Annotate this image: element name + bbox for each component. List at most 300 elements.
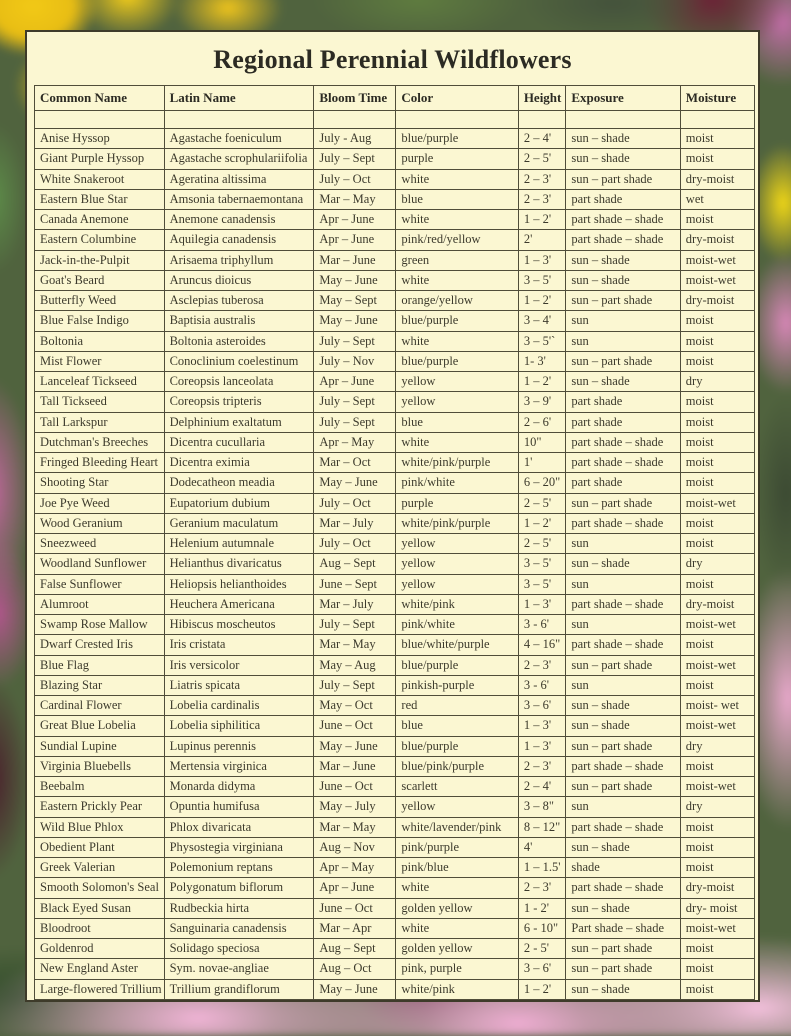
table-cell: moist: [680, 473, 754, 493]
table-cell: sun – shade: [566, 149, 680, 169]
table-cell: Dicentra eximia: [164, 453, 314, 473]
table-cell: sun – shade: [566, 250, 680, 270]
table-cell: 3 – 8": [518, 797, 566, 817]
table-cell: Alumroot: [35, 594, 165, 614]
table-cell: purple: [396, 493, 518, 513]
table-cell: Sym. novae-angliae: [164, 959, 314, 979]
table-cell: Monarda didyma: [164, 777, 314, 797]
table-cell: May – June: [314, 311, 396, 331]
table-cell: 4 – 16": [518, 635, 566, 655]
table-row: [35, 189, 755, 209]
table-row: [35, 412, 755, 432]
table-cell: moist-wet: [680, 716, 754, 736]
table-cell: sun – part shade: [566, 736, 680, 756]
table-cell: Canada Anemone: [35, 210, 165, 230]
table-body: [35, 111, 755, 1000]
table-cell: Coreopsis tripteris: [164, 392, 314, 412]
table-cell: sun: [566, 675, 680, 695]
table-cell: Hibiscus moscheutos: [164, 615, 314, 635]
table-cell: moist: [680, 311, 754, 331]
table-cell: Aruncus dioicus: [164, 270, 314, 290]
table-cell: July – Oct: [314, 534, 396, 554]
table-cell: pink/blue: [396, 858, 518, 878]
table-cell: Eupatorium dubium: [164, 493, 314, 513]
table-cell: Mar – May: [314, 817, 396, 837]
table-row: [35, 797, 755, 817]
table-header-row: [35, 86, 755, 111]
table-cell: moist: [680, 331, 754, 351]
table-cell: moist- wet: [680, 696, 754, 716]
table-cell: 3 – 6': [518, 959, 566, 979]
table-cell: Phlox divaricata: [164, 817, 314, 837]
table-cell: dry-moist: [680, 878, 754, 898]
table-cell: July – Nov: [314, 351, 396, 371]
table-cell: 1 – 2': [518, 979, 566, 1000]
table-cell: Agastache foeniculum: [164, 129, 314, 149]
table-cell: moist: [680, 574, 754, 594]
table-cell: Fringed Bleeding Heart: [35, 453, 165, 473]
table-row: [35, 392, 755, 412]
table-cell: white: [396, 878, 518, 898]
table-cell: dry: [680, 736, 754, 756]
table-cell: White Snakeroot: [35, 169, 165, 189]
table-cell: Bloodroot: [35, 918, 165, 938]
table-cell: 8 – 12": [518, 817, 566, 837]
table-cell: 2 – 3': [518, 655, 566, 675]
table-cell: 1 – 2': [518, 291, 566, 311]
table-cell: moist: [680, 210, 754, 230]
table-cell: Anemone canadensis: [164, 210, 314, 230]
table-cell: blue/white/purple: [396, 635, 518, 655]
table-row: [35, 169, 755, 189]
table-cell: 3 – 5': [518, 270, 566, 290]
table-cell: July – Oct: [314, 169, 396, 189]
table-cell: 2': [518, 230, 566, 250]
table-cell: 1 – 3': [518, 716, 566, 736]
table-cell: part shade – shade: [566, 453, 680, 473]
table-cell: 2 – 6': [518, 412, 566, 432]
table-cell: 3 - 6': [518, 675, 566, 695]
table-cell: sun – shade: [566, 979, 680, 1000]
table-row: [35, 270, 755, 290]
table-cell: Smooth Solomon's Seal: [35, 878, 165, 898]
table-row: [35, 918, 755, 938]
table-cell: Part shade – shade: [566, 918, 680, 938]
table-row: [35, 655, 755, 675]
table-cell: moist: [680, 979, 754, 1000]
table-cell: sun – part shade: [566, 493, 680, 513]
table-cell: sun – shade: [566, 129, 680, 149]
table-cell: blue/purple: [396, 129, 518, 149]
table-cell: 2 – 4': [518, 777, 566, 797]
table-cell: 3 – 6': [518, 696, 566, 716]
table-cell: 4': [518, 837, 566, 857]
table-cell: sun – part shade: [566, 959, 680, 979]
table-cell: Amsonia tabernaemontana: [164, 189, 314, 209]
table-cell: Mar – July: [314, 513, 396, 533]
table-cell: blue/purple: [396, 311, 518, 331]
table-cell: Aquilegia canadensis: [164, 230, 314, 250]
table-cell: Dwarf Crested Iris: [35, 635, 165, 655]
table-row: [35, 291, 755, 311]
table-cell: shade: [566, 858, 680, 878]
table-cell: Sundial Lupine: [35, 736, 165, 756]
table-cell: white: [396, 918, 518, 938]
page-title: Regional Perennial Wildflowers: [213, 45, 572, 74]
table-cell: 2 - 5': [518, 939, 566, 959]
table-cell: sun – shade: [566, 554, 680, 574]
table-cell: Mar – July: [314, 594, 396, 614]
table-cell: dry: [680, 797, 754, 817]
table-row: [35, 351, 755, 371]
table-cell: Polemonium reptans: [164, 858, 314, 878]
table-cell: Giant Purple Hyssop: [35, 149, 165, 169]
table-row: [35, 817, 755, 837]
table-cell: 3 – 5': [518, 574, 566, 594]
table-cell: May – June: [314, 979, 396, 1000]
table-cell: 1 – 3': [518, 736, 566, 756]
table-cell: white: [396, 169, 518, 189]
table-cell: 10": [518, 432, 566, 452]
table-cell: Anise Hyssop: [35, 129, 165, 149]
table-cell: dry: [680, 554, 754, 574]
table-cell: Boltonia: [35, 331, 165, 351]
table-cell: Lupinus perennis: [164, 736, 314, 756]
table-cell: blue: [396, 716, 518, 736]
table-cell: May – Oct: [314, 696, 396, 716]
table-row: [35, 898, 755, 918]
table-cell: Boltonia asteroides: [164, 331, 314, 351]
table-cell: blue: [396, 189, 518, 209]
table-cell: pink/red/yellow: [396, 230, 518, 250]
table-cell: yellow: [396, 797, 518, 817]
table-row: [35, 210, 755, 230]
table-cell: yellow: [396, 392, 518, 412]
table-cell: dry-moist: [680, 169, 754, 189]
table-row: [35, 696, 755, 716]
table-cell: Apr – June: [314, 878, 396, 898]
table-row: [35, 939, 755, 959]
table-cell: Mist Flower: [35, 351, 165, 371]
table-cell: 6 – 20": [518, 473, 566, 493]
table-cell: Beebalm: [35, 777, 165, 797]
table-cell: sun: [566, 797, 680, 817]
table-cell: white/pink: [396, 979, 518, 1000]
table-row: [35, 756, 755, 776]
table-cell: moist: [680, 959, 754, 979]
table-cell: July – Sept: [314, 331, 396, 351]
table-cell: blue: [396, 412, 518, 432]
table-row: [35, 736, 755, 756]
table-row: [35, 129, 755, 149]
table-cell: golden yellow: [396, 898, 518, 918]
table-cell: blue/purple: [396, 736, 518, 756]
table-row: [35, 878, 755, 898]
table-cell: part shade – shade: [566, 513, 680, 533]
table-cell: Helenium autumnale: [164, 534, 314, 554]
table-cell: moist: [680, 817, 754, 837]
table-cell: part shade – shade: [566, 817, 680, 837]
table-cell: July – Oct: [314, 493, 396, 513]
table-cell: Aug – Nov: [314, 837, 396, 857]
table-cell: Iris cristata: [164, 635, 314, 655]
table-cell: moist: [680, 635, 754, 655]
column-header: Color: [396, 86, 518, 111]
table-cell: Lanceleaf Tickseed: [35, 372, 165, 392]
table-cell: Apr – June: [314, 372, 396, 392]
table-cell: 6 - 10": [518, 918, 566, 938]
table-cell: part shade – shade: [566, 594, 680, 614]
table-cell: Butterfly Weed: [35, 291, 165, 311]
wildflower-table-panel: [25, 30, 760, 1002]
table-cell: 1- 3': [518, 351, 566, 371]
table-cell: red: [396, 696, 518, 716]
table-row: [35, 777, 755, 797]
table-cell: 3 – 5'`: [518, 331, 566, 351]
table-cell: Helianthus divaricatus: [164, 554, 314, 574]
table-cell: Wood Geranium: [35, 513, 165, 533]
table-row: [35, 979, 755, 1000]
table-cell: sun – shade: [566, 696, 680, 716]
table-row: [35, 372, 755, 392]
spacer-cell: [164, 111, 314, 129]
table-cell: July - Aug: [314, 129, 396, 149]
table-cell: 2 – 4': [518, 129, 566, 149]
table-cell: Aug – Sept: [314, 939, 396, 959]
table-cell: Joe Pye Weed: [35, 493, 165, 513]
column-header: Exposure: [566, 86, 680, 111]
table-cell: moist: [680, 858, 754, 878]
table-cell: sun: [566, 331, 680, 351]
table-cell: Polygonatum biflorum: [164, 878, 314, 898]
table-cell: green: [396, 250, 518, 270]
table-cell: moist: [680, 837, 754, 857]
table-cell: moist: [680, 412, 754, 432]
table-row: [35, 432, 755, 452]
table-cell: pink/white: [396, 473, 518, 493]
table-cell: Blue False Indigo: [35, 311, 165, 331]
table-cell: Aug – Oct: [314, 959, 396, 979]
table-cell: Black Eyed Susan: [35, 898, 165, 918]
table-cell: July – Sept: [314, 412, 396, 432]
table-cell: Trillium grandiflorum: [164, 979, 314, 1000]
table-cell: Shooting Star: [35, 473, 165, 493]
table-cell: Wild Blue Phlox: [35, 817, 165, 837]
table-cell: Asclepias tuberosa: [164, 291, 314, 311]
table-cell: part shade – shade: [566, 230, 680, 250]
table-cell: Eastern Blue Star: [35, 189, 165, 209]
table-cell: Sneezweed: [35, 534, 165, 554]
table-cell: 1 – 3': [518, 250, 566, 270]
table-cell: 3 – 5': [518, 554, 566, 574]
table-cell: 2 – 5': [518, 493, 566, 513]
table-cell: sun – shade: [566, 837, 680, 857]
table-cell: Apr – May: [314, 432, 396, 452]
spacer-cell: [396, 111, 518, 129]
table-cell: 2 – 5': [518, 149, 566, 169]
table-cell: May – June: [314, 736, 396, 756]
table-cell: dry- moist: [680, 898, 754, 918]
table-cell: part shade: [566, 189, 680, 209]
table-cell: Lobelia siphilitica: [164, 716, 314, 736]
table-cell: blue/purple: [396, 351, 518, 371]
table-cell: moist: [680, 675, 754, 695]
table-cell: 1 – 2': [518, 513, 566, 533]
table-cell: 2 – 3': [518, 169, 566, 189]
table-cell: dry-moist: [680, 594, 754, 614]
table-cell: Liatris spicata: [164, 675, 314, 695]
table-row: [35, 635, 755, 655]
table-cell: July – Sept: [314, 615, 396, 635]
table-cell: Apr – May: [314, 858, 396, 878]
table-cell: 3 – 9': [518, 392, 566, 412]
table-cell: sun – part shade: [566, 777, 680, 797]
table-cell: sun – shade: [566, 898, 680, 918]
table-cell: Tall Tickseed: [35, 392, 165, 412]
table-row: [35, 959, 755, 979]
table-cell: Apr – June: [314, 210, 396, 230]
column-header: Common Name: [35, 86, 165, 111]
table-cell: Geranium maculatum: [164, 513, 314, 533]
table-row: [35, 331, 755, 351]
table-cell: part shade – shade: [566, 878, 680, 898]
table-cell: yellow: [396, 574, 518, 594]
table-cell: white: [396, 210, 518, 230]
column-header: Latin Name: [164, 86, 314, 111]
table-cell: white/pink: [396, 594, 518, 614]
wildflowers-table: [34, 85, 755, 1000]
table-cell: Goat's Beard: [35, 270, 165, 290]
table-cell: Woodland Sunflower: [35, 554, 165, 574]
table-cell: yellow: [396, 554, 518, 574]
table-cell: Eastern Columbine: [35, 230, 165, 250]
table-cell: 2 – 3': [518, 878, 566, 898]
table-cell: Ageratina altissima: [164, 169, 314, 189]
table-cell: Heliopsis helianthoides: [164, 574, 314, 594]
table-cell: white: [396, 270, 518, 290]
table-cell: yellow: [396, 534, 518, 554]
table-cell: moist-wet: [680, 493, 754, 513]
table-cell: part shade – shade: [566, 756, 680, 776]
table-cell: June – Oct: [314, 716, 396, 736]
spacer-cell: [518, 111, 566, 129]
table-row: [35, 250, 755, 270]
table-cell: Mertensia virginica: [164, 756, 314, 776]
table-cell: 1 – 1.5': [518, 858, 566, 878]
table-cell: moist: [680, 756, 754, 776]
table-cell: 3 - 6': [518, 615, 566, 635]
table-cell: pink, purple: [396, 959, 518, 979]
table-cell: purple: [396, 149, 518, 169]
table-cell: Agastache scrophulariifolia: [164, 149, 314, 169]
table-row: [35, 675, 755, 695]
table-cell: sun – part shade: [566, 351, 680, 371]
table-cell: May – June: [314, 270, 396, 290]
table-cell: part shade – shade: [566, 210, 680, 230]
table-cell: scarlett: [396, 777, 518, 797]
table-cell: moist: [680, 432, 754, 452]
table-row: [35, 615, 755, 635]
table-cell: white: [396, 432, 518, 452]
table-cell: Opuntia humifusa: [164, 797, 314, 817]
table-cell: Solidago speciosa: [164, 939, 314, 959]
table-cell: Great Blue Lobelia: [35, 716, 165, 736]
table-cell: sun – shade: [566, 716, 680, 736]
table-cell: July – Sept: [314, 149, 396, 169]
table-row: [35, 574, 755, 594]
table-cell: moist: [680, 392, 754, 412]
table-row: [35, 554, 755, 574]
table-row: [35, 493, 755, 513]
table-cell: July – Sept: [314, 675, 396, 695]
table-cell: Swamp Rose Mallow: [35, 615, 165, 635]
table-cell: sun – part shade: [566, 291, 680, 311]
table-cell: blue/purple: [396, 655, 518, 675]
table-cell: Aug – Sept: [314, 554, 396, 574]
table-row: [35, 837, 755, 857]
table-cell: sun – shade: [566, 270, 680, 290]
table-cell: sun: [566, 534, 680, 554]
table-cell: False Sunflower: [35, 574, 165, 594]
table-cell: part shade – shade: [566, 432, 680, 452]
spacer-cell: [680, 111, 754, 129]
table-row: [35, 594, 755, 614]
table-cell: Blazing Star: [35, 675, 165, 695]
table-cell: moist-wet: [680, 270, 754, 290]
table-cell: Conoclinium coelestinum: [164, 351, 314, 371]
table-cell: orange/yellow: [396, 291, 518, 311]
table-row: [35, 453, 755, 473]
table-cell: dry-moist: [680, 230, 754, 250]
table-cell: dry: [680, 372, 754, 392]
table-cell: Coreopsis lanceolata: [164, 372, 314, 392]
table-cell: Sanguinaria canadensis: [164, 918, 314, 938]
spacer-cell: [566, 111, 680, 129]
table-cell: May – Aug: [314, 655, 396, 675]
table-cell: yellow: [396, 372, 518, 392]
table-cell: 3 – 4': [518, 311, 566, 331]
table-cell: June – Oct: [314, 898, 396, 918]
table-cell: golden yellow: [396, 939, 518, 959]
table-cell: 2 – 3': [518, 189, 566, 209]
table-row: [35, 534, 755, 554]
table-cell: moist: [680, 149, 754, 169]
table-cell: Goldenrod: [35, 939, 165, 959]
table-cell: Mar – June: [314, 250, 396, 270]
table-cell: 2 – 5': [518, 534, 566, 554]
table-cell: Arisaema triphyllum: [164, 250, 314, 270]
table-cell: May – Sept: [314, 291, 396, 311]
table-row: [35, 513, 755, 533]
table-cell: May – June: [314, 473, 396, 493]
table-cell: part shade: [566, 412, 680, 432]
table-cell: Blue Flag: [35, 655, 165, 675]
table-cell: blue/pink/purple: [396, 756, 518, 776]
table-cell: Mar – Oct: [314, 453, 396, 473]
table-cell: New England Aster: [35, 959, 165, 979]
table-cell: sun – part shade: [566, 169, 680, 189]
column-header: Moisture: [680, 86, 754, 111]
table-cell: pink/purple: [396, 837, 518, 857]
table-cell: moist: [680, 351, 754, 371]
table-cell: moist-wet: [680, 615, 754, 635]
table-cell: Physostegia virginiana: [164, 837, 314, 857]
table-cell: Cardinal Flower: [35, 696, 165, 716]
table-cell: moist-wet: [680, 777, 754, 797]
table-cell: Dodecatheon meadia: [164, 473, 314, 493]
table-cell: moist: [680, 453, 754, 473]
table-cell: sun: [566, 311, 680, 331]
